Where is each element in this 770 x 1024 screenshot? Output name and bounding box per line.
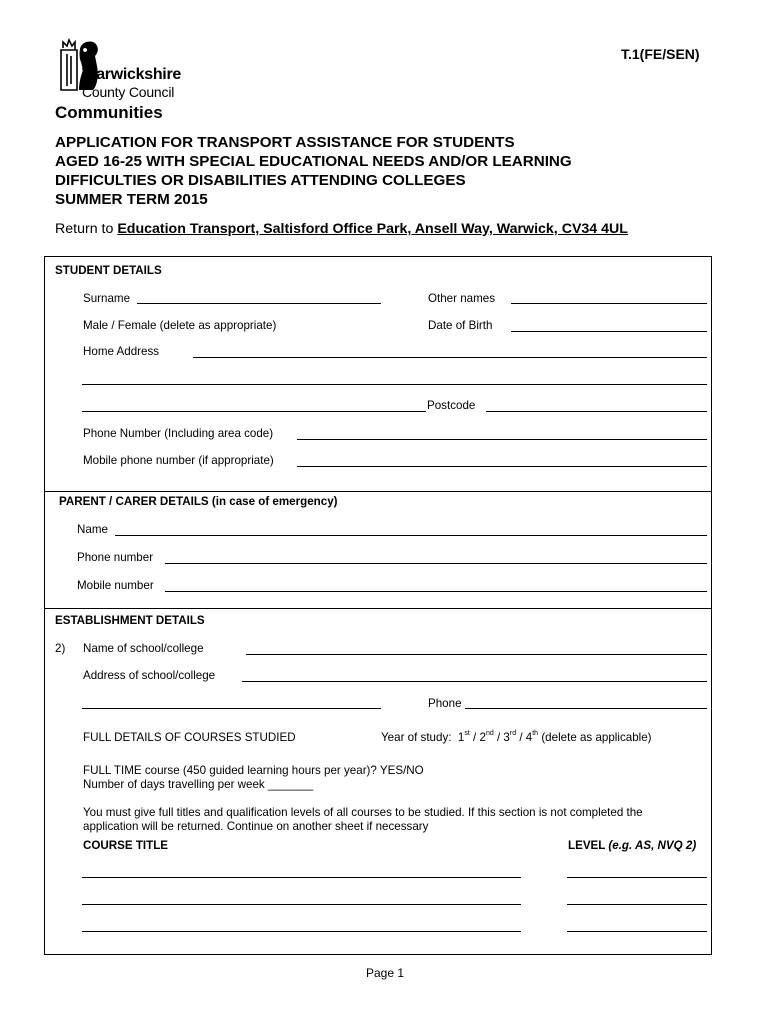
- year-prefix: Year of study:: [381, 731, 452, 744]
- surname-field[interactable]: [137, 303, 381, 304]
- student-details-heading: STUDENT DETAILS: [55, 264, 162, 277]
- department-name: Communities: [55, 103, 163, 122]
- logo-name: Warwickshire: [82, 66, 181, 83]
- mobile-field[interactable]: [297, 466, 707, 467]
- return-prefix: Return to: [55, 221, 114, 237]
- postcode-field[interactable]: [486, 411, 707, 412]
- notice-line: application will be returned. Continue on another sheet if necessary: [83, 819, 429, 833]
- dob-label: Date of Birth: [428, 319, 493, 332]
- level-field-3[interactable]: [567, 931, 707, 932]
- school-address-field-1[interactable]: [242, 681, 707, 682]
- page-number: Page 1: [365, 966, 405, 980]
- days-line: Number of days travelling per week _______: [83, 777, 314, 791]
- course-title-field-1[interactable]: [82, 877, 521, 878]
- full-time-question: [83, 764, 424, 791]
- school-name-field[interactable]: [246, 654, 707, 655]
- level-label: LEVEL: [568, 839, 606, 852]
- other-names-field[interactable]: [511, 303, 707, 304]
- return-address-text: Education Transport, Saltisford Office Park, Ansell Way, Warwick, CV34 4UL: [117, 221, 628, 237]
- title-line: SUMMER TERM 2015: [55, 191, 208, 208]
- year-option-1: 1st: [457, 730, 470, 744]
- return-address: [55, 221, 628, 237]
- title-line: APPLICATION FOR TRANSPORT ASSISTANCE FOR STUDENTS: [55, 134, 515, 151]
- full-time-line: FULL TIME course (450 guided learning hours per year)? YES/NO: [83, 764, 424, 777]
- school-address-field-2[interactable]: [82, 708, 381, 709]
- item-number: 2): [55, 642, 66, 655]
- parent-details-heading: PARENT / CARER DETAILS (in case of emergency): [59, 495, 338, 508]
- school-address-label: Address of school/college: [83, 669, 216, 682]
- form-box: [44, 256, 712, 955]
- school-phone-label: Phone: [428, 697, 462, 710]
- form-reference: T.1(FE/SEN): [621, 46, 700, 62]
- logo-subtitle: County Council: [82, 84, 175, 100]
- year-of-study: Year of study: 1st / 2nd / 3rd / 4th (delete as applicable): [381, 730, 652, 744]
- level-field-1[interactable]: [567, 877, 707, 878]
- school-phone-field[interactable]: [465, 708, 707, 709]
- level-field-2[interactable]: [567, 904, 707, 905]
- year-option-3: 3rd: [503, 730, 517, 744]
- establishment-details-heading: ESTABLISHMENT DETAILS: [55, 614, 205, 627]
- gender-label: Male / Female (delete as appropriate): [83, 319, 277, 332]
- course-title-heading: COURSE TITLE: [83, 839, 169, 852]
- course-title-field-2[interactable]: [82, 904, 521, 905]
- title-line: AGED 16-25 WITH SPECIAL EDUCATIONAL NEEDS AND/OR LEARNING: [55, 153, 572, 170]
- courses-label: FULL DETAILS OF COURSES STUDIED: [83, 731, 296, 744]
- section-divider: [45, 491, 711, 492]
- home-address-field-1[interactable]: [193, 357, 707, 358]
- form-title: [55, 133, 572, 209]
- parent-name-field[interactable]: [115, 535, 707, 536]
- courses-notice: [83, 806, 643, 833]
- school-name-label: Name of school/college: [83, 642, 204, 655]
- year-suffix: (delete as applicable): [541, 731, 652, 744]
- surname-label: Surname: [83, 292, 131, 305]
- parent-mobile-field[interactable]: [165, 591, 707, 592]
- year-option-4: 4th: [525, 730, 539, 744]
- section-divider: [45, 608, 711, 609]
- home-address-field-2[interactable]: [82, 384, 707, 385]
- other-names-label: Other names: [428, 292, 496, 305]
- notice-line: You must give full titles and qualification levels of all courses to be studied. If this section is not completed the: [83, 806, 643, 819]
- phone-field[interactable]: [297, 439, 707, 440]
- home-address-label: Home Address: [83, 345, 160, 358]
- parent-phone-label: Phone number: [77, 551, 154, 564]
- parent-name-label: Name: [77, 523, 108, 536]
- mobile-label: Mobile phone number (if appropriate): [83, 454, 274, 467]
- year-option-2: 2nd: [479, 730, 494, 744]
- parent-phone-field[interactable]: [165, 563, 707, 564]
- level-heading: [568, 839, 696, 852]
- level-example: (e.g. AS, NVQ 2): [608, 839, 697, 852]
- course-title-field-3[interactable]: [82, 931, 521, 932]
- home-address-field-3[interactable]: [82, 411, 426, 412]
- postcode-label: Postcode: [427, 399, 476, 412]
- dob-field[interactable]: [511, 331, 707, 332]
- parent-mobile-label: Mobile number: [77, 579, 154, 592]
- title-line: DIFFICULTIES OR DISABILITIES ATTENDING COLLEGES: [55, 172, 466, 189]
- phone-label: Phone Number (Including area code): [83, 427, 274, 440]
